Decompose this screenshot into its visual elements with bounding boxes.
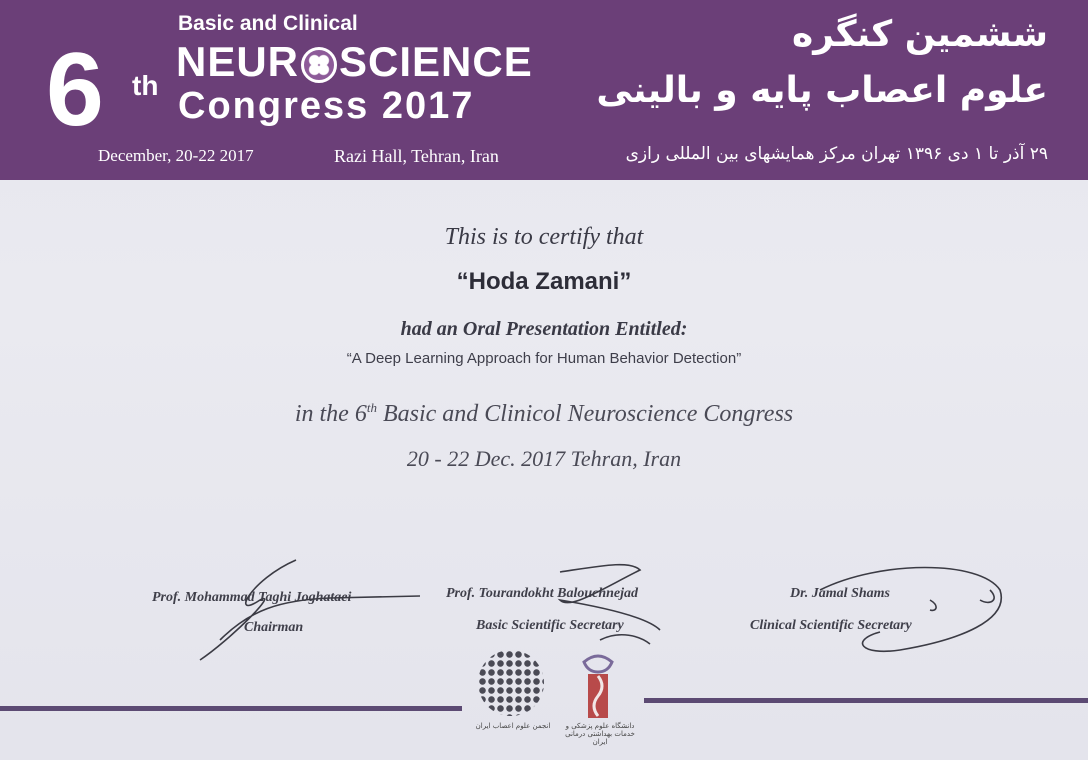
- subtitle-basic-clinical: Basic and Clinical: [178, 12, 358, 35]
- persian-title-line-1: ششمین کنگره: [791, 14, 1048, 55]
- congress-year: Congress 2017: [178, 85, 475, 127]
- signatory-2-role: Basic Scientific Secretary: [476, 618, 624, 633]
- footer-rule-left: [0, 706, 462, 711]
- neuro-text-1: NEUR: [176, 38, 300, 85]
- congress-suffix: Basic and Clinicol Neuroscience Congress: [376, 401, 794, 427]
- presentation-title: “A Deep Learning Approach for Human Behavior Detection”: [346, 350, 742, 367]
- presentation-type: had an Oral Presentation Entitled:: [400, 318, 688, 340]
- certify-line: This is to certify that: [444, 224, 644, 250]
- edition-number: 6: [46, 32, 104, 148]
- congress-statement: [0, 400, 1088, 428]
- congress-dates: December, 20-22 2017: [98, 146, 254, 165]
- recipient-name: “Hoda Zamani”: [456, 268, 632, 295]
- neuro-text-2: SCIENCE: [339, 38, 533, 85]
- neuroscience-title: [176, 38, 533, 86]
- congress-sup: th: [366, 400, 377, 415]
- signatory-2-name: Prof. Tourandokht Balouchnejad: [446, 586, 639, 601]
- signatory-1-name: Prof. Mohammad Taghi Joghataei: [152, 590, 352, 605]
- signatory-3-name: Dr. Jamal Shams: [790, 586, 890, 601]
- signatory-3-role: Clinical Scientific Secretary: [750, 618, 912, 633]
- edition-suffix: th: [132, 70, 159, 101]
- header-banner: [0, 0, 1088, 180]
- footer-rule-right: [644, 698, 1088, 703]
- persian-title-line-2: علوم اعصاب پایه و بالینی: [596, 70, 1048, 111]
- brain-logo-icon: [301, 47, 337, 83]
- university-logo-icon: [578, 652, 618, 722]
- persian-date-venue: ۲۹ آذر تا ۱ دی ۱۳۹۶ تهران مرکز همایشهای بین المللی رازی: [625, 144, 1048, 164]
- neuroscience-society-caption: انجمن علوم اعصاب ایران: [475, 722, 551, 730]
- congress-venue: Razi Hall, Tehran, Iran: [334, 146, 499, 166]
- signatory-1-role: Chairman: [244, 620, 304, 635]
- congress-prefix: in the 6: [294, 401, 367, 427]
- event-dates: 20 - 22 Dec. 2017 Tehran, Iran: [406, 446, 682, 471]
- neuroscience-society-logo-icon: [478, 650, 544, 716]
- university-caption: دانشگاه علوم پزشکی و خدمات بهداشتی درمانی ایران: [565, 722, 635, 746]
